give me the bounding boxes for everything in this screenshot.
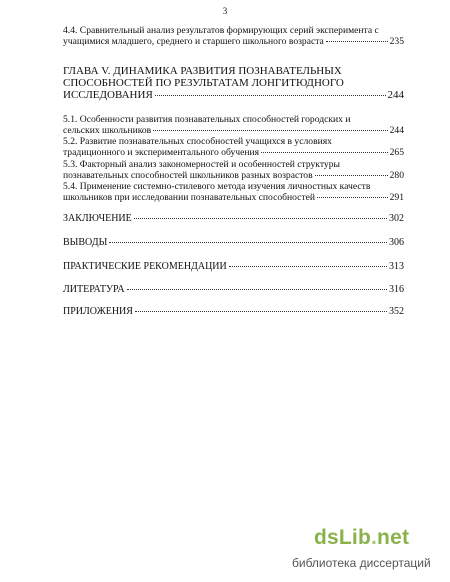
toc-entry-text: 5.3. Факторный анализ закономерностей и особенностей структуры — [63, 159, 340, 170]
logo-text: dsLib — [314, 526, 371, 549]
toc-page-number: 306 — [389, 237, 404, 248]
dot-leader — [155, 95, 386, 96]
toc-page-number: 265 — [389, 147, 404, 158]
toc-entry-5-1 — [63, 114, 404, 136]
toc-entry-5-2 — [63, 136, 404, 158]
toc-entry-text: учащимися младшего, среднего и старшего школьного возраста — [63, 36, 324, 47]
toc-page-number: 235 — [389, 36, 404, 47]
page-number: 3 — [222, 6, 228, 16]
toc-entry-text: ПРАКТИЧЕСКИЕ РЕКОМЕНДАЦИИ — [63, 261, 227, 272]
dot-leader — [326, 41, 388, 42]
logo-dot: . — [371, 526, 378, 549]
toc-entry-conclusion — [63, 213, 404, 224]
toc-entry-text: 5.4. Применение системно-стилевого метода изучения личностных качеств — [63, 181, 371, 192]
dot-leader — [153, 130, 387, 131]
toc-entry-text: ЗАКЛЮЧЕНИЕ — [63, 213, 132, 224]
toc-entry-literature — [63, 284, 404, 295]
toc-entry-text: познавательных способностей школьников разных возрастов — [63, 170, 313, 181]
toc-entry-text: ГЛАВА V. ДИНАМИКА РАЗВИТИЯ ПОЗНАВАТЕЛЬНЫХ — [63, 65, 342, 77]
toc-entry-recommendations — [63, 261, 404, 272]
watermark-subtitle: библиотека диссертаций — [292, 556, 431, 570]
toc-page-number: 313 — [389, 261, 404, 272]
toc-entry-text: школьников при исследовании познавательных способностей — [63, 192, 316, 203]
dot-leader — [315, 175, 388, 176]
toc-entry-text: 5.1. Особенности развития познавательных способностей городских и — [63, 114, 351, 125]
dot-leader — [135, 311, 387, 312]
toc-page-number: 291 — [389, 192, 404, 203]
toc-entry-5-3 — [63, 159, 404, 181]
toc-entry-text: ВЫВОДЫ — [63, 237, 108, 248]
toc-entry-text: ЛИТЕРАТУРА — [63, 284, 125, 295]
toc-entry-4-4 — [63, 25, 404, 47]
dot-leader — [261, 152, 388, 153]
dot-leader — [317, 197, 388, 198]
toc-entry-text: ПРИЛОЖЕНИЯ — [63, 306, 133, 317]
toc-entry-appendices — [63, 306, 404, 317]
dslib-watermark[interactable] — [292, 526, 440, 576]
logo-text: net — [377, 526, 410, 549]
toc-page-number: 316 — [389, 284, 404, 295]
dslib-logo — [314, 526, 409, 550]
toc-entry-text: 4.4. Сравнительный анализ результатов формирующих серий эксперимента с — [63, 25, 379, 36]
toc-chapter-5 — [63, 65, 404, 101]
toc-page-number: 302 — [389, 213, 404, 224]
toc-entry-text: СПОСОБНОСТЕЙ ПО РЕЗУЛЬТАТАМ ЛОНГИТЮДНОГО — [63, 77, 344, 89]
toc-page-number: 352 — [389, 306, 404, 317]
toc-entry-findings — [63, 237, 404, 248]
dot-leader — [127, 289, 387, 290]
dot-leader — [134, 218, 387, 219]
dot-leader — [109, 242, 387, 243]
toc-entry-text: 5.2. Развитие познавательных способностей учащихся в условиях — [63, 136, 332, 147]
toc-entry-5-4 — [63, 181, 404, 203]
toc-entry-text: ИССЛЕДОВАНИЯ — [63, 89, 153, 101]
toc-entry-text: сельских школьников — [63, 125, 152, 136]
toc-page-number: 280 — [389, 170, 404, 181]
toc-entry-text: традиционного и экспериментального обучения — [63, 147, 260, 158]
dot-leader — [229, 266, 387, 267]
toc-page-number: 244 — [389, 125, 404, 136]
toc-page-number: 244 — [387, 89, 404, 101]
